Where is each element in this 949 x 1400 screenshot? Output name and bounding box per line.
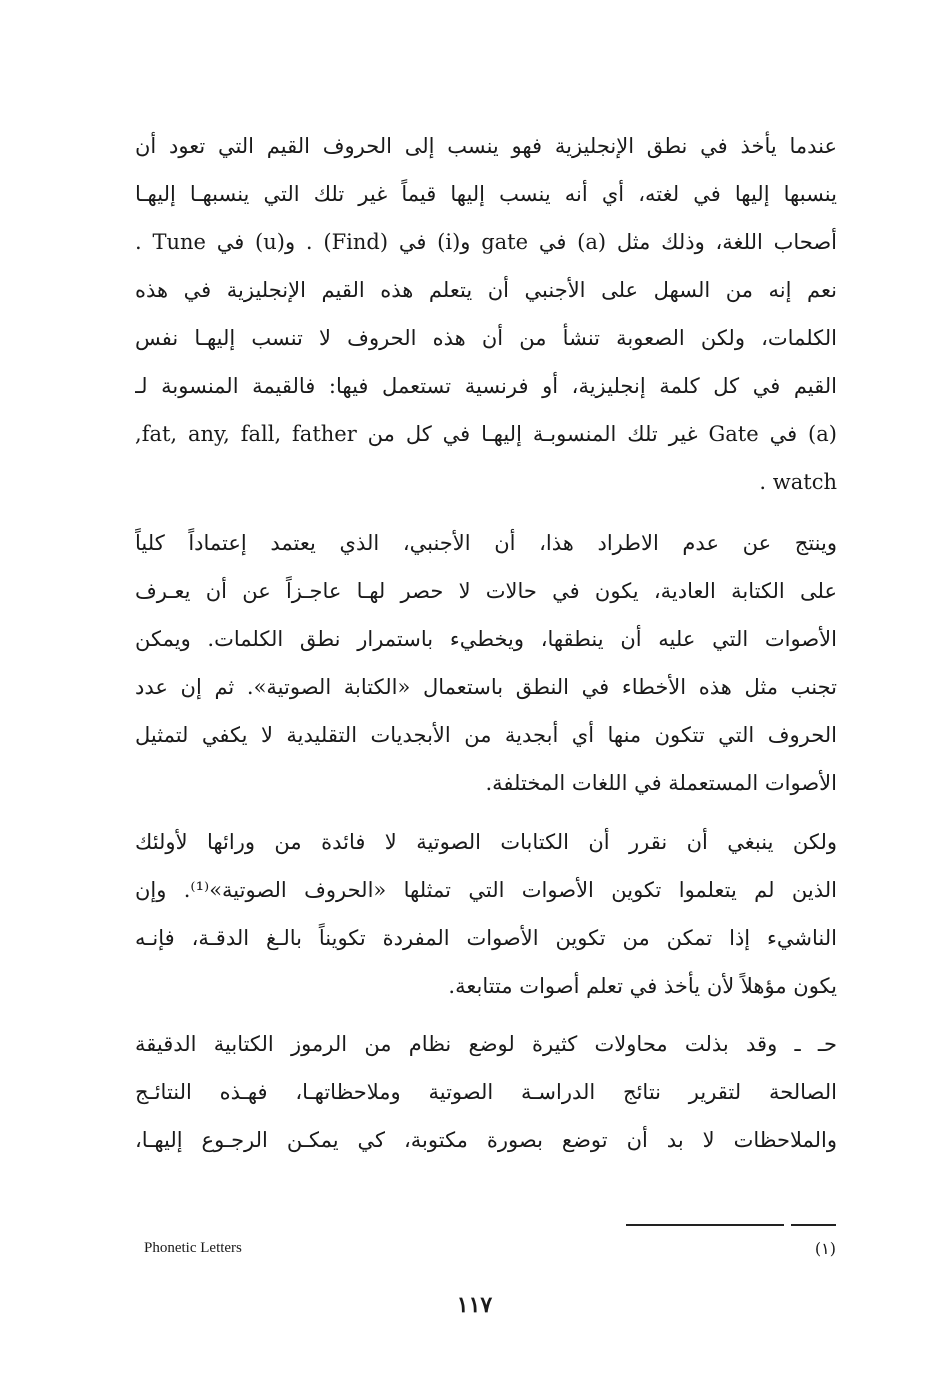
paragraph-2 (135, 519, 837, 807)
text-line: ينسبها إليها في لغته، أي أنه ينسب إليها قيماً غير تلك التي ينسبهـا إليهـا (135, 182, 837, 206)
text-line: الذين لم يتعلموا تكوين الأصوات التي تمثلها «الحروف الصوتية»⁽¹⁾. وإن (135, 878, 837, 902)
text-line: القيم في كل كلمة إنجليزية، أو فرنسية تستعمل فيها: فالقيمة المنسوبة لـ (135, 374, 837, 398)
text-line: (a) في Gate غير تلك المنسوبـة إليهـا في كل من fat, any, fall, father, (135, 422, 837, 446)
footnote-marker: (١) (814, 1239, 836, 1258)
text-line: الصالحة لتقرير نتائج الدراسـة الصوتية وملاحظاتهـا، فهـذه النتائـج (135, 1080, 837, 1104)
text-line: نعم إنه من السهل على الأجنبي أن يتعلم هذه القيم الإنجليزية في هذه (135, 278, 837, 302)
text-line: الحروف التي تتكون منها أي أبجدية من الأبجديات التقليدية لا يكفي لتمثيل (135, 723, 837, 747)
text-line: يكون مؤهلاً لأن يأخذ في تعلم أصوات متتابعة. (448, 974, 837, 998)
paragraph-1 (135, 122, 837, 506)
text-line: الأصوات المستعملة في اللغات المختلفة. (485, 771, 837, 795)
footnote-divider (626, 1224, 784, 1226)
paragraph-4 (135, 1020, 837, 1164)
text-line: والملاحظات لا بد أن توضع بصورة مكتوبة، كي يمكـن الرجـوع إليهـا، (135, 1128, 837, 1152)
text-line: تجنب مثل هذه الأخطاء في النطق باستعمال «الكتابة الصوتية». ثم إن عدد (135, 675, 837, 699)
text-line: وينتج عن عدم الاطراد هذا، أن الأجنبي، الذي يعتمد إعتماداً كلياً (135, 531, 837, 555)
text-line: حـ ـ وقد بذلت محاولات كثيرة لوضع نظام من الرموز الكتابية الدقيقة (135, 1032, 837, 1056)
text-line: الكلمات، ولكن الصعوبة تنشأ من أن هذه الحروف لا تنسب إليهـا نفس (135, 326, 837, 350)
footnote-divider-short (791, 1224, 836, 1226)
text-line: أصحاب اللغة، وذلك مثل (a) في gate و(i) في (Find) . و(u) في Tune . (135, 230, 837, 254)
paragraph-3 (135, 818, 837, 1010)
text-line: على الكتابة العادية، يكون في حالات لا حصر لهـا عاجـزاً عن أن يعـرف (135, 579, 837, 603)
text-line: عندما يأخذ في نطق الإنجليزية فهو ينسب إلى الحروف القيم التي تعود أن (135, 134, 837, 158)
text-line: الأصوات التي عليه أن ينطقها، ويخطيء باستمرار نطق الكلمات. ويمكن (135, 627, 837, 651)
text-line: watch . (759, 470, 837, 494)
text-line: ولكن ينبغي أن نقرر أن الكتابات الصوتية لا فائدة من ورائها لأولئك (135, 830, 837, 854)
footnote-text: Phonetic Letters (144, 1240, 242, 1256)
page-number: ١١٧ (456, 1292, 493, 1318)
text-line: الناشيء إذا تمكن من تكوين الأصوات المفردة تكويناً بالـغ الدقـة، فإنـه (135, 926, 837, 950)
